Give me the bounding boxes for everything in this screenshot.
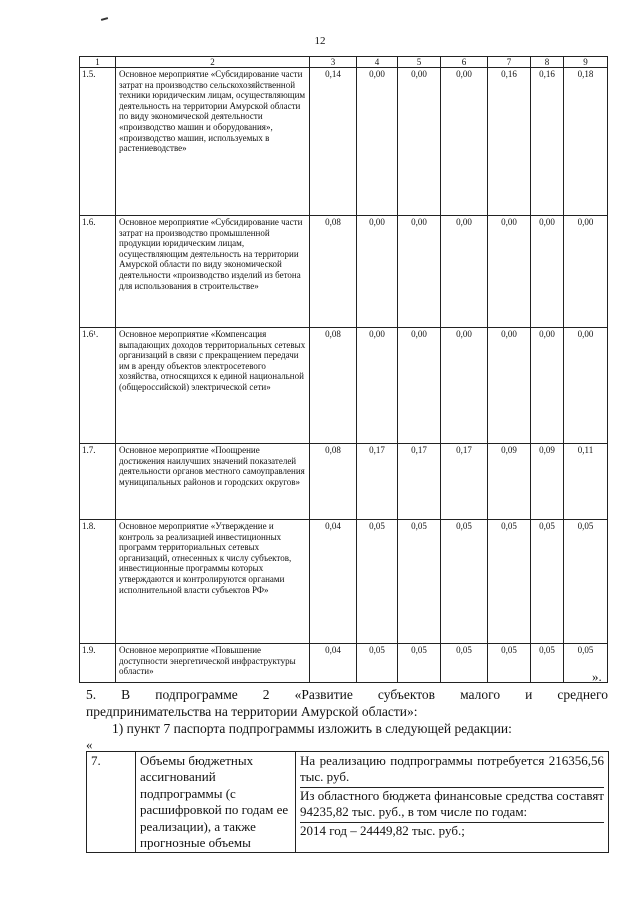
row-value: 0,05 [531,644,564,683]
row-value: 0,00 [564,328,608,444]
row-value: 0,16 [531,68,564,216]
row-value: 0,09 [531,444,564,520]
row-value: 0,05 [441,644,488,683]
row-value: 0,05 [488,520,531,644]
row-number: 1.8. [80,520,116,644]
passport-line: 2014 год – 24449,82 тыс. руб.; [300,822,465,838]
row-value: 0,14 [310,68,357,216]
row-text: Основное мероприятие «Поощрение достижения наилучших значений показателей деятельности органов местного самоуправления муниципальных районов и городских округов» [116,444,310,520]
header-cell: 2 [116,57,310,68]
activities-table [79,56,608,683]
table-row [80,216,608,328]
table-row [80,328,608,444]
header-cell: 9 [564,57,608,68]
scan-speck [101,17,108,21]
row-value: 0,04 [310,520,357,644]
paragraph-5-line-1: 5. В подпрограмме 2 «Развитие субъектов малого и среднего [86,687,608,702]
passport-number: 7. [87,752,136,853]
page-number: 12 [314,35,326,47]
row-value: 0,09 [488,444,531,520]
row-number: 1.6. [80,216,116,328]
row-value: 0,17 [357,444,398,520]
row-value: 0,00 [441,328,488,444]
row-value: 0,00 [531,328,564,444]
opening-quote: « [86,737,93,752]
passport-row [87,752,609,853]
passport-table [86,751,609,853]
row-text: Основное мероприятие «Утверждение и контроль за реализацией инвестиционных программ территориальных сетевых организаций, отнесенных к числу субъектов, инвестиционные программы которых утверждаются и контролируются органами исполнительной власти субъектов РФ» [116,520,310,644]
row-value: 0,00 [531,216,564,328]
row-value: 0,00 [398,216,441,328]
row-value: 0,08 [310,328,357,444]
row-number: 1.7. [80,444,116,520]
row-value: 0,08 [310,444,357,520]
row-value: 0,05 [488,644,531,683]
row-value: 0,00 [441,216,488,328]
paragraph-item-1: 1) пункт 7 паспорта подпрограммы изложить в следующей редакции: [112,721,512,736]
row-text: Основное мероприятие «Повышение доступности энергетической инфраструктуры области» [116,644,310,683]
row-value: 0,00 [441,68,488,216]
row-number: 1.5. [80,68,116,216]
row-value: 0,05 [564,520,608,644]
passport-line: Из областного бюджета финансовые средства составят 94235,82 тыс. руб., в том числе по годам: [300,788,604,823]
header-cell: 1 [80,57,116,68]
paragraph-5-line-2: предпринимательства на территории Амурской области»: [86,704,418,719]
row-value: 0,18 [564,68,608,216]
row-value: 0,00 [564,216,608,328]
table-row [80,68,608,216]
row-value: 0,00 [488,216,531,328]
row-value: 0,05 [357,520,398,644]
row-text: Основное мероприятие «Компенсация выпадающих доходов территориальных сетевых организаций в связи с прекращением передачи им в аренду объектов электросетевого хозяйства, относящихся к единой национальной (общероссийской) электрической сети» [116,328,310,444]
header-cell: 4 [357,57,398,68]
row-number: 1.6¹. [80,328,116,444]
passport-label: Объемы бюджетных ассигнований подпрограммы (с расшифровкой по годам ее реализации), а также прогнозные объемы [136,752,296,853]
row-value: 0,05 [357,644,398,683]
row-value: 0,00 [488,328,531,444]
passport-content [296,752,609,853]
row-value: 0,00 [357,216,398,328]
header-cell: 8 [531,57,564,68]
row-text: Основное мероприятие «Субсидирование части затрат на производство промышленной продукции юридическим лицам, осуществляющим деятельность на территории Амурской области по виду экономической деятельности «производство изделий из бетона для использования в строительстве» [116,216,310,328]
row-value: 0,05 [531,520,564,644]
row-value: 0,17 [441,444,488,520]
table-row [80,520,608,644]
row-text: Основное мероприятие «Субсидирование части затрат на производство сельскохозяйственной техники юридическим лицам, осуществляющим деятельность на территории Амурской области по виду экономической деятельности «производство машин и оборудования», «производство машин, используемых в растениеводстве» [116,68,310,216]
row-value: 0,11 [564,444,608,520]
header-cell: 5 [398,57,441,68]
row-value: 0,05 [398,520,441,644]
header-cell: 7 [488,57,531,68]
row-value: 0,05 [564,644,608,683]
row-value: 0,00 [398,328,441,444]
row-value: 0,00 [357,68,398,216]
row-value: 0,00 [398,68,441,216]
table-header-row [80,57,608,68]
row-value: 0,17 [398,444,441,520]
row-value: 0,00 [357,328,398,444]
header-cell: 6 [441,57,488,68]
table-row [80,444,608,520]
row-value: 0,05 [398,644,441,683]
row-value: 0,08 [310,216,357,328]
row-value: 0,16 [488,68,531,216]
passport-line: На реализацию подпрограммы потребуется 216356,56 тыс. руб. [300,753,604,788]
row-number: 1.9. [80,644,116,683]
row-value: 0,04 [310,644,357,683]
table-row [80,644,608,683]
header-cell: 3 [310,57,357,68]
closing-quote: ». [592,669,602,684]
row-value: 0,05 [441,520,488,644]
